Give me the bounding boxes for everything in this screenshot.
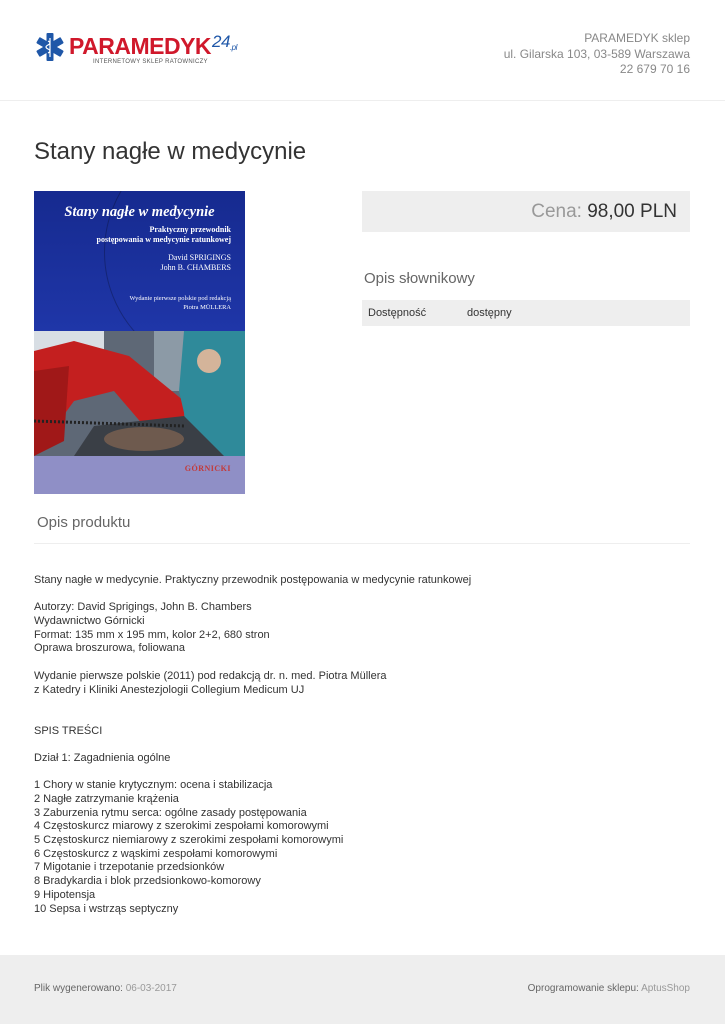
description-line: Format: 135 mm x 195 mm, kolor 2+2, 680 stron	[34, 628, 270, 641]
description-line: 9 Hipotensja	[34, 888, 96, 901]
page-header	[0, 0, 725, 101]
cover-photo	[34, 331, 245, 456]
description-line: Oprawa broszurowa, foliowana	[34, 642, 186, 655]
description-line: 1 Chory w stanie krytycznym: ocena i stabilizacja	[34, 779, 273, 792]
attribute-key: Dostępność	[368, 307, 427, 319]
attribute-row	[362, 300, 690, 326]
cover-publisher-logo: GÓRNICKI	[184, 464, 231, 473]
description-title: Opis produktu	[37, 514, 131, 531]
description-line: Wydawnictwo Górnicki	[34, 615, 145, 628]
logo-brand: PARAMEDYK	[69, 33, 212, 59]
description-spacer	[34, 697, 471, 711]
price	[531, 201, 677, 223]
cover-bottom-panel	[34, 456, 245, 494]
logo-number: 24	[212, 32, 230, 51]
shop-name: PARAMEDYK sklep	[584, 31, 690, 45]
description-line: 2 Nagłe zatrzymanie krążenia	[34, 793, 179, 805]
shop-logo[interactable]	[35, 30, 237, 70]
price-label: Cena:	[531, 201, 582, 222]
description-spacer	[34, 766, 471, 780]
product-image[interactable]	[34, 191, 245, 494]
generated-date: 06-03-2017	[125, 983, 177, 994]
description-spacer	[34, 656, 471, 670]
price-value: 98,00 PLN	[587, 201, 677, 222]
divider	[34, 543, 690, 544]
description-spacer	[34, 588, 471, 602]
shop-phone: 22 679 70 16	[619, 62, 690, 76]
description-line: 5 Częstoskurcz niemiarowy z szerokimi zespołami komorowymi	[34, 834, 344, 847]
attributes-title: Opis słownikowy	[364, 270, 475, 287]
description-spacer	[34, 711, 471, 725]
cover-title: Stany nagłe w medycynie	[64, 204, 215, 220]
cover-subtitle	[97, 225, 231, 244]
description-line: 6 Częstoskurcz z wąskimi zespołami komorowymi	[34, 847, 278, 860]
logo-tld: .pl	[229, 43, 237, 52]
description-line: z Katedry i Kliniki Anestezjologii Collegium Medicum UJ	[34, 683, 305, 696]
star-of-life-icon	[35, 32, 65, 62]
shop-address: ul. Gilarska 103, 03-589 Warszawa	[503, 46, 690, 61]
shop-contact	[504, 31, 690, 78]
software-label: Oprogramowanie sklepu:	[527, 983, 639, 994]
cover-author: John B. CHAMBERS	[160, 262, 231, 272]
description-line: Wydanie pierwsze polskie (2011) pod redakcją dr. n. med. Piotra Müllera	[34, 669, 387, 682]
description-line: 7 Migotanie i trzepotanie przedsionków	[34, 861, 225, 874]
cover-edition-line: Wydanie pierwsze polskie pod redakcją	[129, 295, 231, 302]
cover-subtitle-line: Praktyczny przewodnik	[149, 225, 231, 234]
description-line: Stany nagłe w medycynie. Praktyczny przewodnik postępowania w medycynie ratunkowej	[34, 574, 472, 586]
description-line: 8 Bradykardia i blok przedsionkowo-komorowy	[34, 875, 261, 888]
software-info	[528, 983, 690, 994]
logo-tagline: INTERNETOWY SKLEP RATOWNICZY	[93, 59, 208, 65]
cover-top-panel	[34, 191, 245, 331]
cover-edition	[130, 295, 231, 312]
description-body	[34, 574, 471, 916]
generated-label: Plik wygenerowano:	[34, 983, 123, 994]
description-spacer	[34, 738, 471, 752]
description-line: SPIS TREŚCI	[34, 724, 103, 737]
cover-author: David SPRIGINGS	[168, 253, 231, 262]
generated-info	[34, 983, 177, 994]
description-line: 10 Sepsa i wstrząs septyczny	[34, 902, 179, 915]
software-link[interactable]: AptusShop	[641, 983, 690, 994]
cover-photo-illustration	[34, 331, 245, 456]
description-line: 4 Częstoskurcz miarowy z szerokimi zespołami komorowymi	[34, 820, 329, 833]
page-footer	[0, 955, 725, 1024]
cover-edition-line: Piotra MÜLLERA	[183, 303, 231, 311]
price-box	[362, 191, 690, 232]
description-line: Autorzy: David Sprigings, John B. Chambers	[34, 601, 252, 614]
attribute-value: dostępny	[467, 307, 512, 319]
product-title: Stany nagłe w medycynie	[34, 138, 307, 165]
description-line: Dział 1: Zagadnienia ogólne	[34, 751, 171, 764]
cover-subtitle-line: postępowania w medycynie ratunkowej	[96, 234, 231, 244]
cover-authors	[161, 253, 231, 272]
description-line: 3 Zaburzenia rytmu serca: ogólne zasady postępowania	[34, 806, 307, 819]
